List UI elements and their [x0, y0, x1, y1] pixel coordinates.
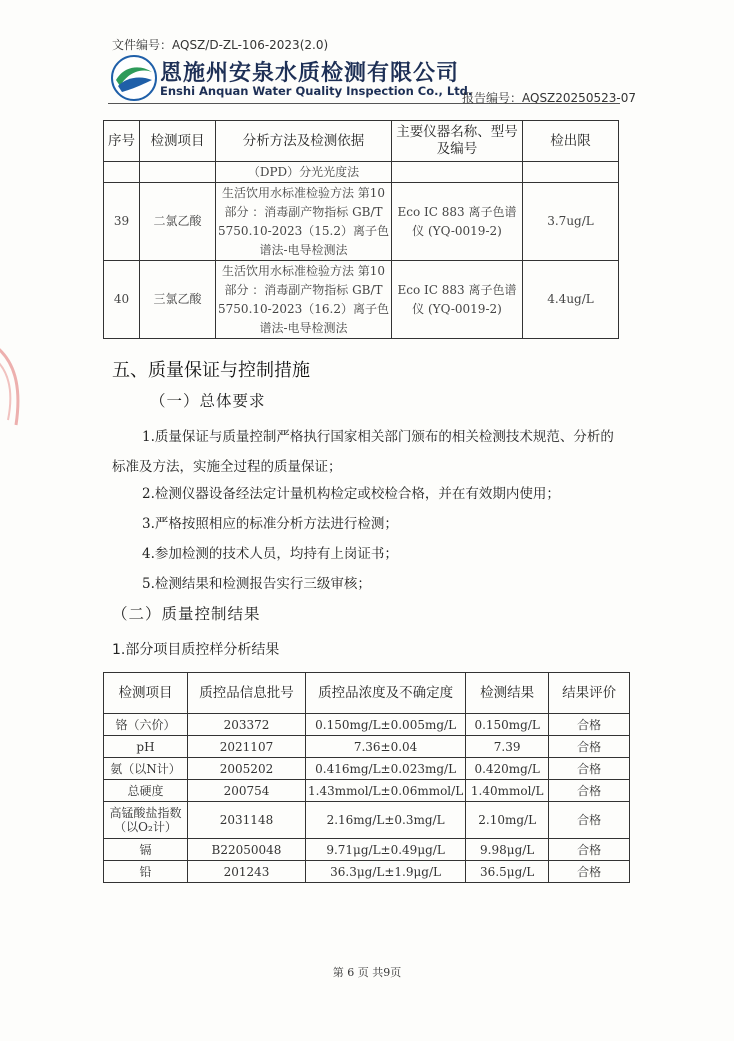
- qc-cell-conc: 1.43mmol/L±0.06mmol/L: [306, 780, 466, 802]
- table-row: [104, 261, 619, 339]
- qc-cell-item: 高锰酸盐指数（以O₂计）: [104, 802, 188, 839]
- qc-cell-item: 铅: [104, 861, 188, 883]
- qc-cell-eval: 合格: [549, 839, 630, 861]
- requirement-item: 3.严格按照相应的标准分析方法进行检测；: [142, 516, 398, 532]
- requirement-item: 4.参加检测的技术人员，均持有上岗证书；: [142, 546, 398, 562]
- qc-table-title: 1.部分项目质控样分析结果: [112, 642, 280, 658]
- col-header: 检测项目: [140, 121, 216, 162]
- table-row: [104, 802, 630, 839]
- qc-cell-conc: 36.3μg/L±1.9μg/L: [306, 861, 466, 883]
- table-row: [104, 861, 630, 883]
- qc-cell-eval: 合格: [549, 802, 630, 839]
- instrument: Eco IC 883 离子色谱仪 (YQ-0019-2): [392, 183, 523, 261]
- row-number: 39: [104, 183, 140, 261]
- detection-limit: 4.4ug/L: [523, 261, 619, 339]
- table-row: [104, 162, 619, 183]
- methods-table: [103, 120, 619, 339]
- qc-cell-item: 镉: [104, 839, 188, 861]
- qc-cell-result: 0.420mg/L: [466, 758, 549, 780]
- table-row: [104, 736, 630, 758]
- qc-cell-eval: 合格: [549, 780, 630, 802]
- test-method: 生活饮用水标准检验方法 第10部分 ：消毒副产物指标 GB/T 5750.10-2023（16.2）离子色谱法-电导检测法: [216, 261, 392, 339]
- qc-cell-result: 2.10mg/L: [466, 802, 549, 839]
- subsection-title: （二）质量控制结果: [112, 605, 261, 623]
- qc-cell-eval: 合格: [549, 758, 630, 780]
- col-header: 结果评价: [549, 673, 630, 714]
- test-item: 二氯乙酸: [140, 183, 216, 261]
- row-number: 40: [104, 261, 140, 339]
- qc-cell-batch: 2005202: [188, 758, 306, 780]
- qc-cell-batch: 2021107: [188, 736, 306, 758]
- qc-cell-result: 1.40mmol/L: [466, 780, 549, 802]
- qc-cell-item: 总硬度: [104, 780, 188, 802]
- header-divider: [108, 103, 620, 104]
- methods-table-header: [104, 121, 619, 162]
- company-name-en: Enshi Anquan Water Quality Inspection Co., Ltd.: [160, 84, 473, 98]
- qc-cell-eval: 合格: [549, 736, 630, 758]
- company-name-cn: 恩施州安泉水质检测有限公司: [160, 61, 460, 86]
- page-footer: 第 6 页 共9页: [332, 966, 402, 979]
- qc-cell-result: 7.39: [466, 736, 549, 758]
- qc-results-table: [103, 672, 630, 883]
- table-row: [104, 183, 619, 261]
- qc-cell-item: 氨（以N计）: [104, 758, 188, 780]
- qc-cell-result: 36.5μg/L: [466, 861, 549, 883]
- method-continuation: （DPD）分光光度法: [216, 162, 392, 183]
- qc-cell-batch: 200754: [188, 780, 306, 802]
- qc-cell-item: pH: [104, 736, 188, 758]
- report-number: 报告编号：AQSZ20250523-07: [462, 91, 636, 105]
- col-header: 质控品浓度及不确定度: [306, 673, 466, 714]
- qc-cell-batch: 201243: [188, 861, 306, 883]
- qc-cell-result: 9.98μg/L: [466, 839, 549, 861]
- table-row: [104, 839, 630, 861]
- seal-stamp-icon: [0, 340, 26, 430]
- qc-cell-eval: 合格: [549, 861, 630, 883]
- qc-cell-conc: 0.416mg/L±0.023mg/L: [306, 758, 466, 780]
- test-method: 生活饮用水标准检验方法 第10部分 ：消毒副产物指标 GB/T 5750.10-2023（15.2）离子色谱法-电导检测法: [216, 183, 392, 261]
- qc-table-header: [104, 673, 630, 714]
- company-logo-icon: [110, 54, 158, 102]
- col-header: 检出限: [523, 121, 619, 162]
- col-header: 分析方法及检测依据: [216, 121, 392, 162]
- detection-limit: 3.7ug/L: [523, 183, 619, 261]
- qc-cell-result: 0.150mg/L: [466, 714, 549, 736]
- col-header: 序号: [104, 121, 140, 162]
- table-row: [104, 714, 630, 736]
- qc-cell-conc: 0.150mg/L±0.005mg/L: [306, 714, 466, 736]
- requirement-item: 5.检测结果和检测报告实行三级审核；: [142, 576, 371, 592]
- requirement-item: 2.检测仪器设备经法定计量机构检定或校检合格，并在有效期内使用；: [142, 486, 560, 502]
- test-item: 三氯乙酸: [140, 261, 216, 339]
- table-row: [104, 780, 630, 802]
- qc-cell-batch: B22050048: [188, 839, 306, 861]
- col-header: 主要仪器名称、型号及编号: [392, 121, 523, 162]
- col-header: 检测项目: [104, 673, 188, 714]
- qc-table-body: [104, 714, 630, 883]
- file-number: 文件编号：AQSZ/D-ZL-106-2023(2.0): [112, 38, 329, 52]
- qc-cell-batch: 203372: [188, 714, 306, 736]
- qc-cell-eval: 合格: [549, 714, 630, 736]
- requirement-item: 1.质量保证与质量控制严格执行国家相关部门颁布的相关检测技术规范、分析的标准及方法，实施全过程的质量保证；: [112, 429, 614, 475]
- col-header: 质控品信息批号: [188, 673, 306, 714]
- qc-cell-conc: 2.16mg/L±0.3mg/L: [306, 802, 466, 839]
- col-header: 检测结果: [466, 673, 549, 714]
- qc-cell-item: 铬（六价）: [104, 714, 188, 736]
- qc-cell-batch: 2031148: [188, 802, 306, 839]
- qc-cell-conc: 7.36±0.04: [306, 736, 466, 758]
- table-row: [104, 758, 630, 780]
- section-title: 五、质量保证与控制措施: [112, 360, 310, 381]
- qc-cell-conc: 9.71μg/L±0.49μg/L: [306, 839, 466, 861]
- subsection-title: （一）总体要求: [150, 392, 266, 410]
- instrument: Eco IC 883 离子色谱仪 (YQ-0019-2): [392, 261, 523, 339]
